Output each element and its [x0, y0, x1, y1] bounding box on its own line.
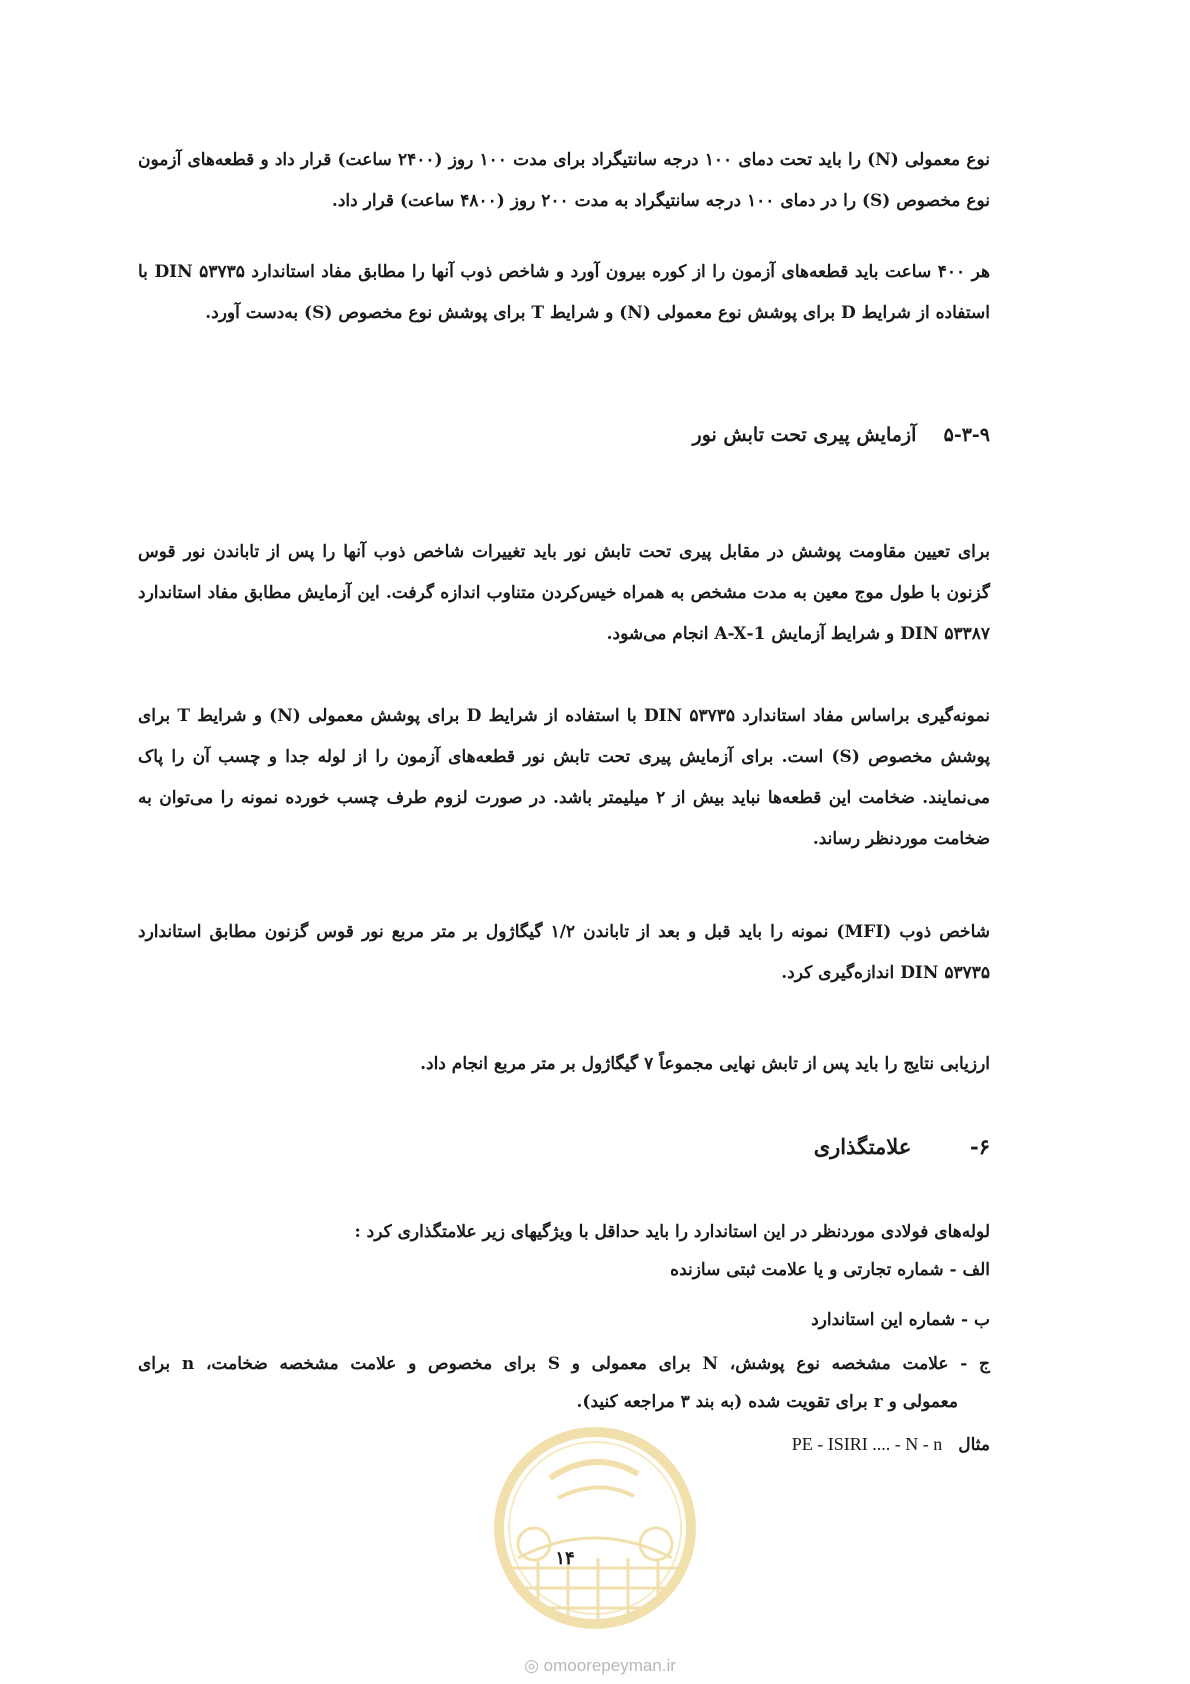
paragraph-block-2 [138, 252, 990, 334]
watermark-logo [488, 1418, 702, 1654]
paragraph-2: هر ۴۰۰ ساعت باید قطعه‌های آزمون را از کوره بیرون آورد و شاخص ذوب آنها را مطابق مفاد استاندارد DIN ۵۳۷۳۵ با استفاده از شرایط D برای پوشش نوع معمولی (N) و شرایط T برای پوشش نوع مخصوص (S) به‌دست آورد. [138, 262, 990, 323]
section-number: ۵-۳-۹ [943, 424, 990, 446]
site-watermark [490, 1656, 710, 1676]
paragraph-block-3 [138, 532, 990, 655]
paragraph-3: برای تعیین مقاومت پوشش در مقابل پیری تحت تابش نور باید تغییرات شاخص ذوب آنها را پس از تاباندن نور قوس گزنون با طول موج معین به مدت مشخص به همراه خیس‌کردن متناوب اندازه گرفت. این آزمایش مطابق مفاد استاندارد DIN ۵۳۳۸۷ و شرایط آزمایش 1-A-X انجام می‌شود. [138, 542, 990, 644]
section-number: ۶- [970, 1134, 990, 1159]
section-heading-5-3-9 [693, 424, 990, 446]
example-code: PE - ISIRI .... - N - n [791, 1434, 943, 1454]
globe-icon: ◎ [524, 1656, 539, 1675]
page-number: ۱۴ [555, 1548, 575, 1569]
marking-intro: لوله‌های فولادی موردنظر در این استاندارد را باید حداقل با ویژگیهای زیر علامتگذاری کرد : [354, 1222, 990, 1242]
site-url: omoorepeyman.ir [543, 1656, 676, 1675]
paragraph-block-5 [138, 912, 990, 994]
marking-item-a: الف - شماره تجارتی و یا علامت ثبتی سازنده [670, 1260, 990, 1280]
paragraph-5: شاخص ذوب (MFI) نمونه را باید قبل و بعد از تاباندن ۱/۲ گیگاژول بر متر مربع نور قوس گزنون مطابق استاندارد DIN ۵۳۷۳۵ اندازه‌گیری کرد. [138, 922, 990, 983]
paragraph-block-4 [138, 696, 990, 860]
paragraph-4: نمونه‌گیری براساس مفاد استاندارد DIN ۵۳۷۳۵ با استفاده از شرایط D برای پوشش معمولی (N) و شرایط T برای پوشش مخصوص (S) است. برای آزمایش پیری تحت تابش نور قطعه‌های آزمون را از لوله جدا و چسب آن را پاک می‌نمایند. ضخامت این قطعه‌ها نباید بیش از ۲ میلیمتر باشد. در صورت لزوم طرف چسب خورده نمونه را می‌توان به ضخامت موردنظر رساند. [138, 706, 991, 849]
marking-item-b: ب - شماره این استاندارد [811, 1310, 990, 1330]
paragraph-block-6 [138, 1044, 990, 1085]
marking-item-c-line2: معمولی و r برای تقویت شده (به بند ۳ مراجعه کنید). [576, 1392, 958, 1412]
section-title: آزمایش پیری تحت تابش نور [692, 424, 917, 446]
paragraph-1: نوع معمولی (N) را باید تحت دمای ۱۰۰ درجه سانتیگراد برای مدت ۱۰۰ روز (۲۴۰۰ ساعت) قرار داد و قطعه‌های آزمون نوع مخصوص (S) را در دمای ۱۰۰ درجه سانتیگراد به مدت ۲۰۰ روز (۴۸۰۰ ساعت) قرار داد. [138, 150, 990, 211]
paragraph-6: ارزیابی نتایج را باید پس از تابش نهایی مجموعاً ۷ گیگاژول بر متر مربع انجام داد. [420, 1054, 990, 1074]
section-title: علامتگذاری [813, 1134, 912, 1159]
section-heading-6 [814, 1134, 990, 1159]
marking-example [792, 1434, 990, 1455]
marking-item-c-line1: ج - علامت مشخصه نوع پوشش، N برای معمولی و S برای مخصوص و علامت مشخصه ضخامت، n برای [138, 1354, 991, 1374]
paragraph-block-1 [138, 140, 990, 222]
example-label: مثال [958, 1435, 990, 1455]
